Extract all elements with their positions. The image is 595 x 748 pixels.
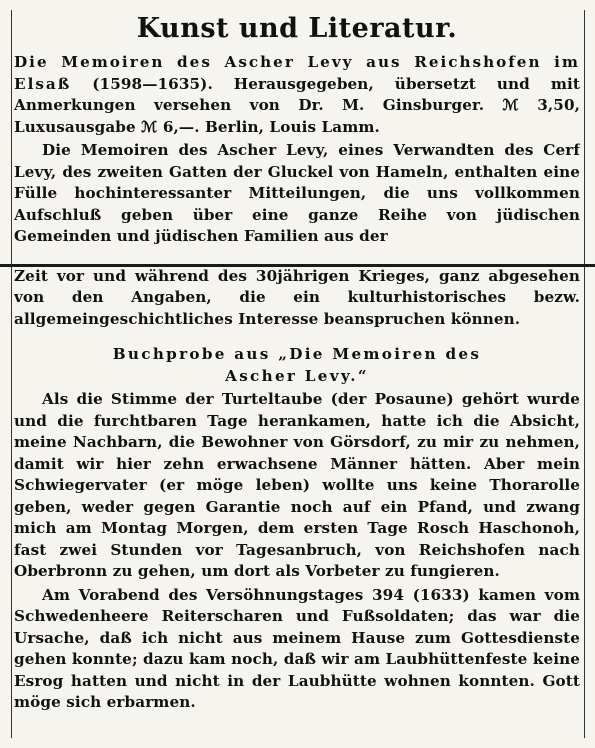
- book-publication-details: (1598—1635). Herausgegeben, übersetzt und mit Anmerkungen versehen von Dr. M. Ginsburger. ℳ 3,50, Luxusausgabe ℳ 6,—. Berlin, Louis Lamm.: [14, 74, 580, 136]
- book-bibliography: [14, 52, 580, 138]
- left-column-rule: [11, 10, 12, 738]
- excerpt-heading: [14, 344, 580, 387]
- newspaper-clipping: [14, 10, 580, 738]
- review-paragraph-1: Die Memoiren des Ascher Levy, eines Verwandten des Cerf Levy, des zweiten Gatten der Gluckel von Hameln, enthalten eine Fülle hochinteressanter Mitteilungen, die uns vollkommen Aufschluß geben über eine ganze Reihe von jüdischen Gemeinden und jüdischen Familien aus der: [14, 141, 580, 245]
- excerpt-heading-line-1: Buchprobe aus „Die Memoiren des: [112, 345, 482, 363]
- right-column-rule: [584, 10, 585, 738]
- review-paragraph-2: Zeit vor und während des 30jährigen Krieges, ganz abgesehen von den Angaben, die ein kulturhistorisches bezw. allgemeingeschichtliches Interesse beanspruchen können.: [14, 266, 580, 328]
- excerpt-heading-line-2: Ascher Levy.“: [225, 366, 369, 385]
- book-title: Die Memoiren des Ascher Levy aus Reichshofen im Elsaß: [14, 53, 580, 93]
- excerpt-paragraph-2: Am Vorabend des Versöhnungstages 394 (1633) kamen vom Schwedenheere Reiterscharen und Fußsoldaten; das war die Ursache, daß ich nicht aus meinem Hause zum Gottesdienste gehen konnte; dazu kam noch, daß wir am Laubhüttenfeste keine Esrog hatten und nicht in der Laubhütte wohnen konnten. Gott möge sich erbarmen.: [14, 585, 580, 711]
- section-title: Kunst und Literatur.: [136, 13, 458, 44]
- excerpt-paragraph-1: Als die Stimme der Turteltaube (der Posaune) gehört wurde und die furchtbaren Tage herankamen, hatte ich die Absicht, meine Nachbarn, die Bewohner von Görsdorf, zu mir zu nehmen, damit wir hier zehn erwachsene Männer hätten. Aber mein Schwiegervater (er möge leben) wollte uns keine Thorarolle geben, weder gegen Garantie noch auf ein Pfand, und zwang mich am Montag Morgen, dem ersten Tage Rosch Haschonoh, fast zwei Stunden vor Tagesanbruch, von Reichshofen nach Oberbronn zu gehen, um dort als Vorbeter zu fungieren.: [14, 390, 580, 580]
